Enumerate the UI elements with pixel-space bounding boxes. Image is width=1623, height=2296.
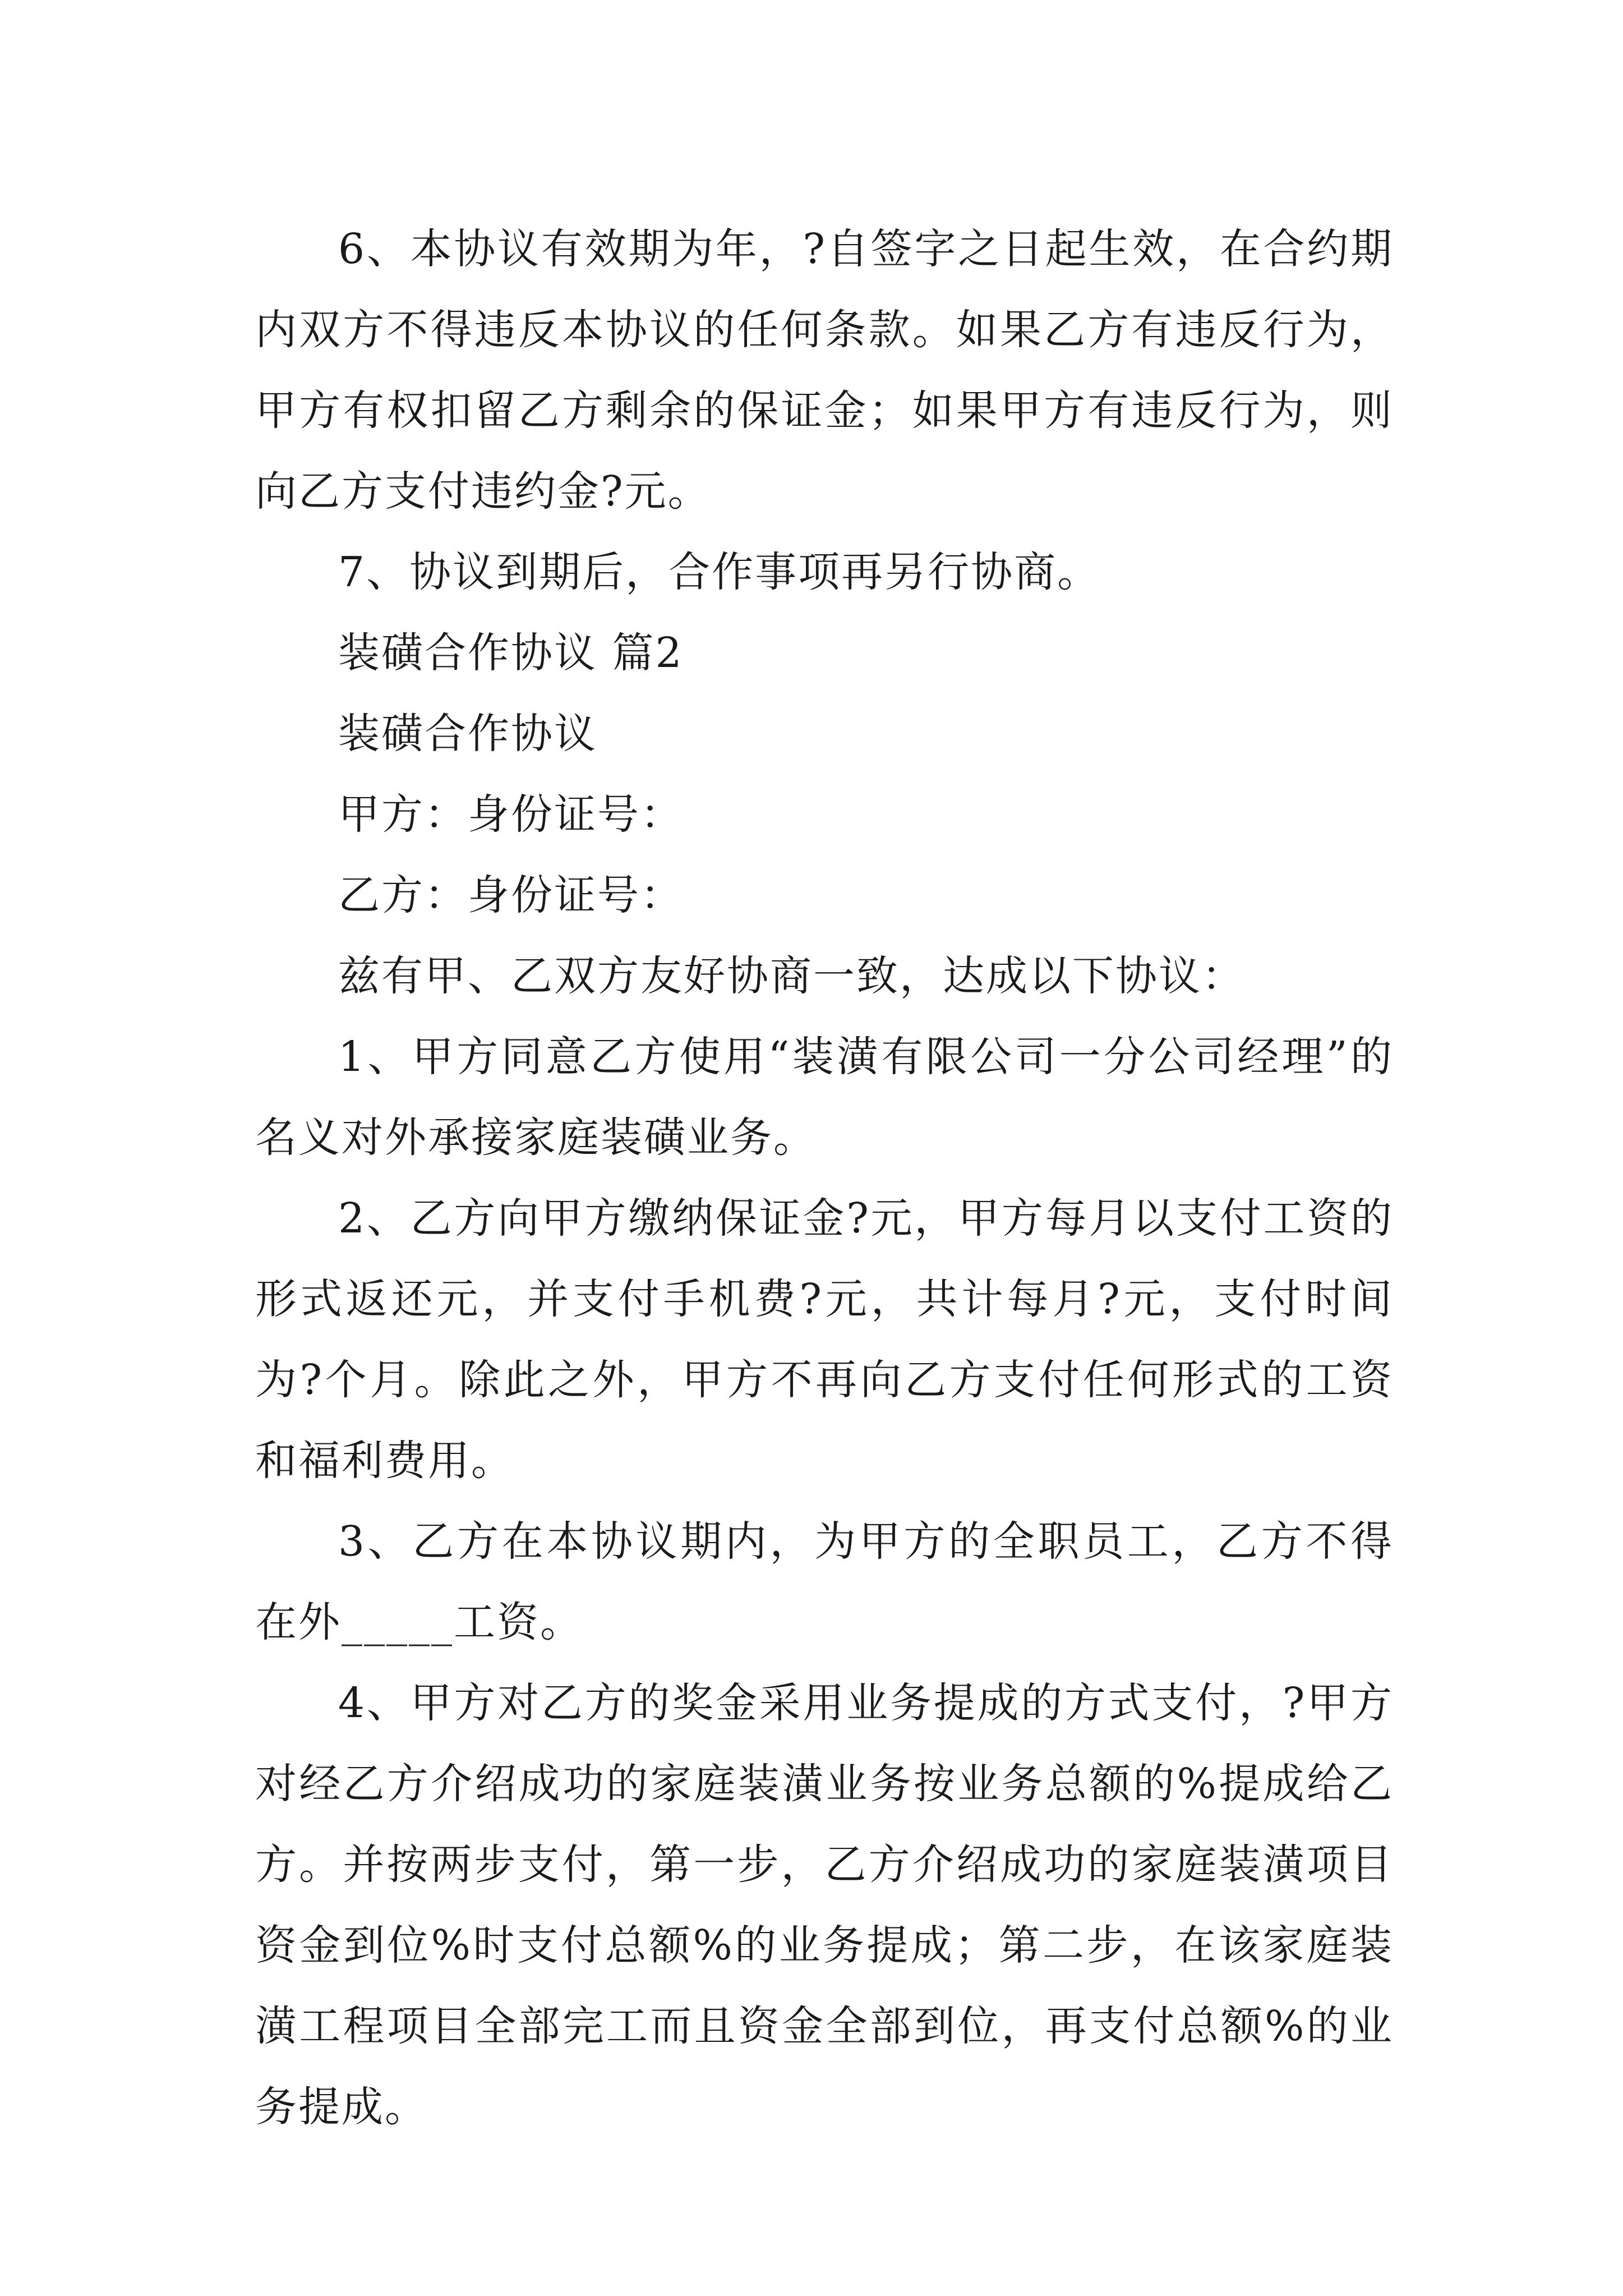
preamble-paragraph: 兹有甲、乙双方友好协商一致，达成以下协议：: [338, 952, 1245, 1000]
document-body: [255, 209, 1394, 2147]
paragraph-clause-4: 4、甲方对乙方的奖金采用业务提成的方式支付，?甲方对经乙方介绍成功的家庭装潢业务按业务总额的%提成给乙方。并按两步支付，第一步，乙方介绍成功的家庭装潢项目资金到位%时支付总额%的业务提成；第二步，在该家庭装潢工程项目全部完工而且资金全部到位，再支付总额%的业务提成。: [255, 1679, 1394, 2131]
party-b-line: 乙方：身份证号：: [338, 871, 684, 919]
party-a-line: 甲方：身份证号：: [338, 790, 684, 839]
agreement-title: 装磺合作协议: [338, 710, 597, 758]
paragraph-clause-3: 3、乙方在本协议期内，为甲方的全职员工，乙方不得在外_____工资。: [255, 1517, 1394, 1646]
paragraph-clause-2: 2、乙方向甲方缴纳保证金?元，甲方每月以支付工资的形式返还元，并支付手机费?元，共计每月?元，支付时间为?个月。除此之外，甲方不再向乙方支付任何形式的工资和福利费用。: [255, 1194, 1394, 1485]
paragraph-clause-6: 6、本协议有效期为年，?自签字之日起生效，在合约期内双方不得违反本协议的任何条款。如果乙方有违反行为，甲方有权扣留乙方剩余的保证金；如果甲方有违反行为，则向乙方支付违约金?元。: [255, 225, 1394, 516]
paragraph-clause-7: 7、协议到期后，合作事项再另行协商。: [338, 548, 1101, 596]
section-heading: 装磺合作协议 篇2: [338, 629, 684, 677]
paragraph-clause-1: 1、甲方同意乙方使用“装潢有限公司一分公司经理”的名义对外承接家庭装磺业务。: [255, 1033, 1394, 1162]
